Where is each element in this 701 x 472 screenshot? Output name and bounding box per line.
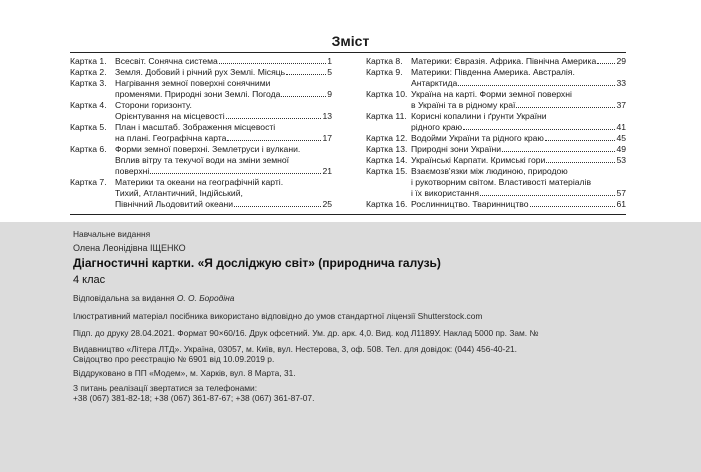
toc-entry-page: 37 — [616, 100, 626, 110]
toc-entry — [366, 133, 626, 144]
responsible-editor — [73, 293, 234, 304]
toc-entry — [366, 166, 626, 199]
toc-entry-page: 5 — [327, 67, 332, 77]
book-title: Діагностичні картки. «Я досліджую світ» (природнича галузь) — [73, 256, 441, 270]
toc-entry — [366, 89, 626, 111]
toc-entry-title-line: Тихий, Атлантичний, Індійський, — [115, 188, 243, 198]
dot-leader — [458, 84, 615, 86]
dot-leader — [463, 128, 615, 130]
dot-leader — [150, 172, 321, 174]
toc-entry-page: 61 — [616, 199, 626, 209]
grade: 4 клас — [73, 274, 106, 286]
toc-entry-title-line: і їх використання — [411, 188, 480, 198]
toc-entry-title-line: поверхні — [115, 166, 150, 176]
toc-entry-page: 25 — [322, 199, 332, 209]
toc-entry-key: Картка 8. — [366, 56, 403, 66]
toc-entry-page: 29 — [616, 56, 626, 66]
toc-entry-title-line: Нагрівання земної поверхні сонячними — [115, 78, 271, 88]
toc-entry-page: 33 — [616, 78, 626, 88]
dot-leader — [219, 62, 326, 64]
toc-entry — [70, 144, 332, 177]
toc-entry-key: Картка 12. — [366, 133, 408, 143]
registration-certificate: Свідоцтво про реєстрацію № 6901 від 10.09.2019 р. — [73, 354, 275, 364]
edition-kind: Навчальне видання — [73, 229, 151, 239]
dot-leader — [516, 106, 615, 108]
toc-entry-key: Картка 1. — [70, 56, 107, 66]
print-specs: Підп. до друку 28.04.2021. Формат 90×60/16. Друк офсетний. Ум. др. арк. 4,0. Вид. код Л1189У. Наклад 5000 пр. Зам. № — [73, 328, 539, 338]
toc-entry-page: 41 — [616, 122, 626, 132]
toc-entry-key: Картка 13. — [366, 144, 408, 154]
toc-entry-title-line: Всесвіт. Сонячна система — [115, 56, 218, 66]
toc-entry-page: 9 — [327, 89, 332, 99]
toc-entry-title-line: Рослинництво. Тваринництво — [411, 199, 529, 209]
toc-entry-title-line: Північний Льодовитий океани — [115, 199, 234, 209]
top-divider — [70, 52, 626, 53]
dot-leader — [597, 62, 615, 64]
toc-entry-key: Картка 6. — [70, 144, 107, 154]
toc-entry — [366, 144, 626, 155]
dot-leader — [502, 150, 615, 152]
dot-leader — [530, 205, 616, 207]
toc-entry-key: Картка 11. — [366, 111, 407, 121]
toc-entry-title-line: Материки: Південна Америка. Австралія. — [411, 67, 575, 77]
dot-leader — [227, 139, 321, 141]
toc-entry-key: Картка 16. — [366, 199, 408, 209]
contents-title: Зміст — [331, 33, 370, 49]
toc-entry-page: 1 — [327, 56, 332, 66]
toc-entry-key: Картка 3. — [70, 78, 107, 88]
toc-entry-title-line: Земля. Добовий і річний рух Землі. Місяць — [115, 67, 286, 77]
toc-entry-key: Картка 7. — [70, 177, 107, 187]
toc-entry — [70, 56, 332, 67]
toc-entry — [366, 56, 626, 67]
toc-entry-key: Картка 10. — [366, 89, 408, 99]
toc-entry-title-line: Взаємозв'язки між людиною, природою — [411, 166, 568, 176]
sales-note: З питань реалізації звертатися за телефонами: — [73, 383, 258, 393]
toc-left-column — [70, 56, 332, 210]
toc-entry — [366, 67, 626, 89]
dot-leader — [546, 161, 615, 163]
toc-entry — [366, 199, 626, 210]
toc-entry-page: 45 — [616, 133, 626, 143]
toc-entry-title-line: Природні зони України — [411, 144, 502, 154]
toc-entry-title-line: Україна на карті. Форми земної поверхні — [411, 89, 572, 99]
toc-entry-title-line: Сторони горизонту. — [115, 100, 192, 110]
toc-entry-key: Картка 5. — [70, 122, 107, 132]
toc-entry — [70, 78, 332, 100]
toc-entry-page: 13 — [322, 111, 332, 121]
toc-entry-title-line: Орієнтування на місцевості — [115, 111, 225, 121]
toc-entry-page: 21 — [322, 166, 332, 176]
toc-entry-page: 17 — [322, 133, 332, 143]
toc-entry-page: 49 — [616, 144, 626, 154]
dot-leader — [281, 95, 326, 97]
imprint-block — [0, 222, 701, 472]
bottom-divider — [70, 214, 626, 215]
toc-entry-key: Картка 4. — [70, 100, 107, 110]
toc-entry-page: 57 — [616, 188, 626, 198]
toc-entry-title-line: Корисні копалини і ґрунти України — [411, 111, 547, 121]
toc-entry-title-line: на плані. Географічна карта — [115, 133, 227, 143]
toc-entry-page: 53 — [616, 155, 626, 165]
toc-entry-title-line: Антарктида — [411, 78, 458, 88]
toc-entry — [70, 122, 332, 144]
dot-leader — [545, 139, 616, 141]
sales-phones: +38 (067) 381-82-18; +38 (067) 361-87-67; +38 (067) 361-87-07. — [73, 393, 315, 403]
toc-entry-title-line: Материки та океани на географічній карті. — [115, 177, 284, 187]
dot-leader — [226, 117, 322, 119]
publisher-info: Видавництво «Літера ЛТД». Україна, 03057, м. Київ, вул. Нестерова, 3, оф. 508. Тел. для довідок: (044) 456-40-21. — [73, 344, 517, 354]
toc-right-column — [366, 56, 626, 210]
toc-entry-title-line: Материки: Євразія. Африка. Північна Америка — [411, 56, 597, 66]
toc-entry — [70, 100, 332, 122]
author-name: Олена Леонідівна ІЩЕНКО — [73, 243, 186, 253]
toc-entry-title-line: і рукотворним світом. Властивості матеріалів — [411, 177, 592, 187]
toc-entry-title-line: променями. Природні зони Землі. Погода — [115, 89, 281, 99]
illustrations-note: Ілюстративний матеріал посібника використано відповідно до умов стандартної ліцензії Shutterstock.com — [73, 311, 483, 321]
toc-entry — [70, 67, 332, 78]
dot-leader — [286, 73, 326, 75]
toc-entry — [70, 177, 332, 210]
responsible-name: О. О. Бородіна — [176, 293, 235, 303]
toc-entry-title-line: План і масштаб. Зображення місцевості — [115, 122, 276, 132]
toc-entry-key: Картка 2. — [70, 67, 107, 77]
toc-entry-title-line: Вплив вітру та текучої води на зміни земної — [115, 155, 290, 165]
dot-leader — [234, 205, 321, 207]
toc-entry — [366, 155, 626, 166]
toc-entry-key: Картка 9. — [366, 67, 403, 77]
dot-leader — [480, 194, 615, 196]
toc-entry-title-line: в Україні та в рідному краї — [411, 100, 516, 110]
toc-entry — [366, 111, 626, 133]
toc-entry-title-line: Водойми України та рідного краю — [411, 133, 544, 143]
responsible-label: Відповідальна за видання — [73, 293, 175, 303]
toc-entry-title-line: рідного краю — [411, 122, 463, 132]
toc-entry-key: Картка 15. — [366, 166, 408, 176]
printing-house: Віддруковано в ПП «Модем», м. Харків, вул. 8 Марта, 31. — [73, 368, 296, 378]
toc-entry-title-line: Українські Карпати. Кримські гори — [411, 155, 546, 165]
toc-entry-key: Картка 14. — [366, 155, 408, 165]
toc-entry-title-line: Форми земної поверхні. Землетруси і вулкани. — [115, 144, 301, 154]
